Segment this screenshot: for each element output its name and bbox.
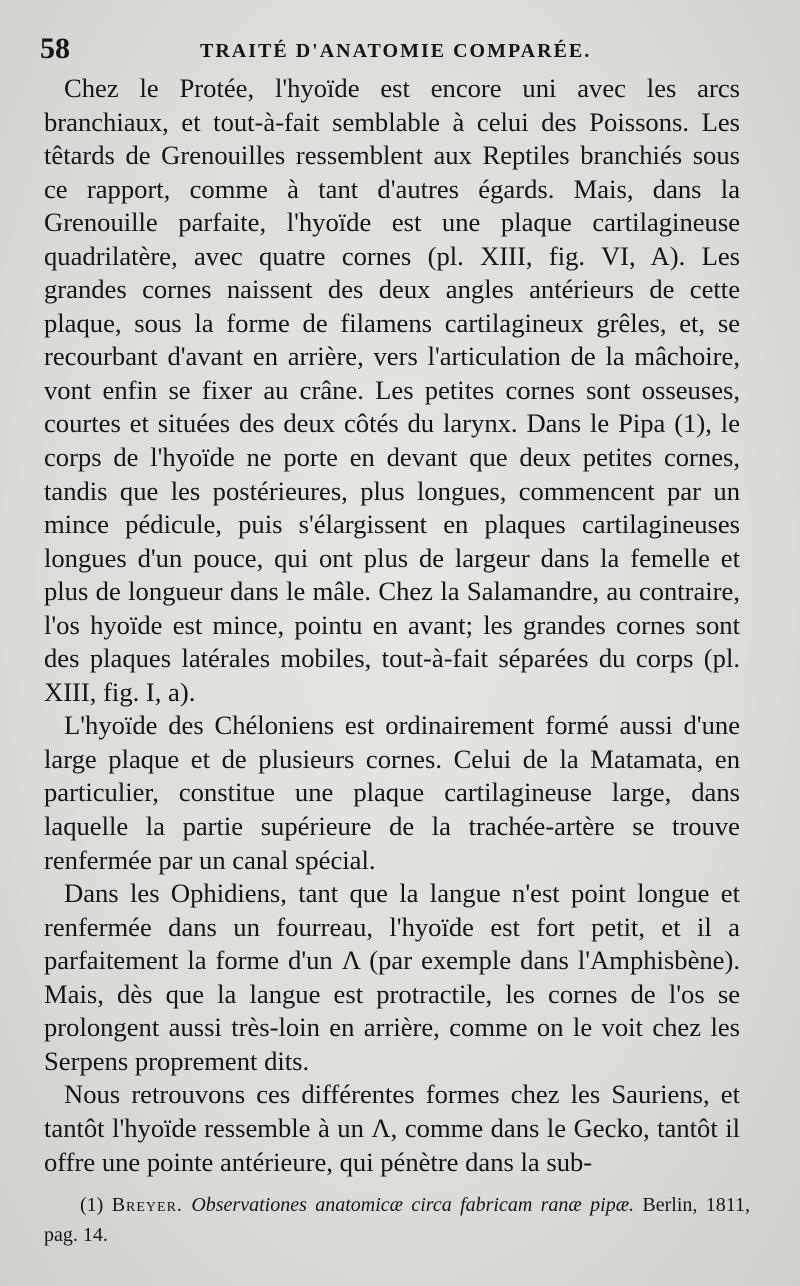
running-title: TRAITÉ D'ANATOMIE COMPARÉE. — [200, 40, 592, 62]
paragraph-sauriens: Nous retrouvons ces différentes formes chez les Sauriens, et tantôt l'hyoïde ressemble à un Λ, comme dans le Gecko, tantôt il offre une pointe antérieure, qui pénètre dans la sub- — [44, 1079, 740, 1177]
footnote-publication: Berlin, 1811, pag. 14. — [44, 1194, 751, 1246]
footnote-author: Breyer. — [111, 1194, 183, 1216]
body-text — [44, 72, 740, 1179]
paragraph-cheloniens: L'hyoïde des Chéloniens est ordinairement formé aussi d'une large plaque et de plusieurs cornes. Celui de la Matamata, en particulier, constitue une plaque cartilagineuse large, dans laquelle la partie supérieure de la trachée-artère se trouve renfermée par un canal spécial. — [44, 710, 740, 875]
footnote — [44, 1190, 750, 1250]
page-number: 58 — [40, 32, 70, 65]
page-header — [40, 32, 755, 72]
footnote-mark: (1) — [80, 1194, 104, 1216]
footnote-title: Observationes anatomicæ circa fabricam ranæ pipæ. — [191, 1194, 635, 1216]
paragraph-ophidiens: Dans les Ophidiens, tant que la langue n'est point longue et renfermée dans un fourreau, l'hyoïde est fort petit, et il a parfaitement la forme d'un Λ (par exemple dans l'Amphisbène). Mais, dès que la langue est protractile, les cornes de l'os se prolongent aussi très-loin en arrière, comme on le voit chez les Serpens proprement dits. — [44, 878, 740, 1076]
paragraph-proteus: Chez le Protée, l'hyoïde est encore uni avec les arcs branchiaux, et tout-à-fait semblable à celui des Poissons. Les têtards de Grenouilles ressemblent aux Reptiles branchiés sous ce rapport, comme à tant d'autres égards. Mais, dans la Grenouille parfaite, l'hyoïde est une plaque cartilagineuse quadrilatère, avec quatre cornes (pl. XIII, fig. VI, A). Les grandes cornes naissent des deux angles antérieurs de cette plaque, sous la forme de filamens cartilagineux grêles, et, se recourbant d'avant en arrière, vers l'articulation de la mâchoire, vont enfin se fixer au crâne. Les petites cornes sont osseuses, courtes et situées des deux côtés du larynx. Dans le Pipa (1), le corps de l'hyoïde ne porte en devant que deux petites cornes, tandis que les postérieures, plus longues, commencent par un mince pédicule, puis s'élargissent en plaques cartilagineuses longues d'un pouce, qui ont plus de largeur dans la femelle et plus de longueur dans le mâle. Chez la Salamandre, au contraire, l'os hyoïde est mince, pointu en avant; les grandes cornes sont des plaques latérales mobiles, tout-à-fait séparées du corps (pl. XIII, fig. I, a). — [44, 73, 740, 707]
